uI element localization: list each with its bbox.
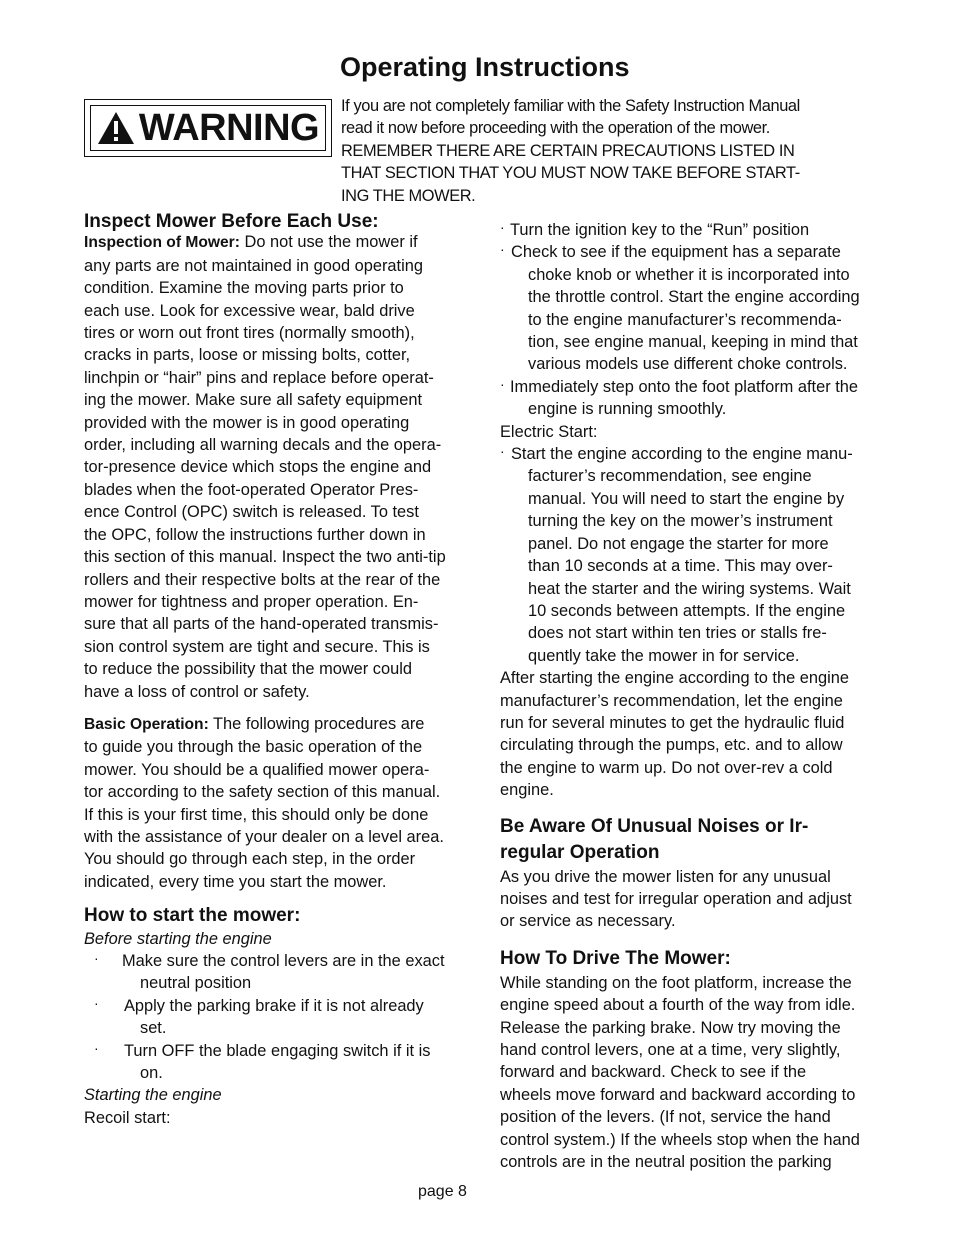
list-item-line: turning the key on the mower’s instrument (528, 512, 833, 531)
intro-line: read it now before proceeding with the operation of the mower. (341, 119, 770, 138)
list-item-line: set. (140, 1019, 167, 1038)
drive-line: wheels move forward and backward according to (500, 1085, 856, 1104)
noise-line: noises and test for irregular operation and adjust (500, 889, 852, 908)
inspection-line: the OPC, follow the instructions further down in (84, 525, 426, 544)
basic-line: You should go through each step, in the order (84, 850, 416, 869)
basic-line: with the assistance of your dealer on a level area. (84, 827, 444, 846)
inspection-line: tor-presence device which stops the engine and (84, 458, 432, 477)
inspection-line: tires or worn out front tires (normally smooth), (84, 324, 415, 343)
drive-line: engine speed about a fourth of the way from idle. (500, 996, 856, 1015)
bullet-icon: · (500, 241, 505, 258)
page-title: Operating Instructions (340, 52, 630, 82)
starting-engine-label: Starting the engine (84, 1086, 222, 1105)
noise-line: or service as necessary. (500, 912, 676, 931)
list-item-line: manual. You will need to start the engine by (528, 489, 845, 508)
noise-heading (500, 814, 900, 866)
list-item (500, 376, 900, 421)
basic-line: mower. You should be a qualified mower opera- (84, 760, 430, 779)
inspection-line: blades when the foot-operated Operator Pres- (84, 480, 419, 499)
list-item-line: Start the engine according to the engine manu- (511, 445, 853, 464)
list-item-line: Apply the parking brake if it is not already (124, 996, 424, 1015)
drive-line: forward and backward. Check to see if the (500, 1063, 807, 1082)
list-item-line: facturer’s recommendation, see engine (528, 467, 812, 486)
recoil-list (500, 219, 900, 421)
inspection-line: rollers and their respective bolts at the rear of the (84, 570, 441, 589)
list-item-line: than 10 seconds at a time. This may over- (528, 557, 833, 576)
warning-triangle-icon (97, 111, 135, 145)
start-heading: How to start the mower: (84, 905, 301, 927)
drive-line: control system.) If the wheels stop when the hand (500, 1130, 860, 1149)
inspect-heading: Inspect Mower Before Each Use: (84, 211, 379, 232)
warning-box (84, 99, 332, 157)
after-line: manufacturer’s recommendation, let the engine (500, 691, 843, 710)
drive-line: position of the levers. (If not, service the hand (500, 1108, 831, 1127)
list-item-line: choke knob or whether it is incorporated into (528, 265, 850, 284)
inspection-line: this section of this manual. Inspect the two anti-tip (84, 548, 446, 567)
list-item-line: tion, see engine manual, keeping in mind that (528, 333, 858, 352)
basic-operation-label: Basic Operation: (84, 715, 209, 733)
list-item-line: quently take the mower in for service. (528, 646, 800, 665)
intro-line: THAT SECTION THAT YOU MUST NOW TAKE BEFORE START- (341, 164, 800, 183)
noise-line: As you drive the mower listen for any unusual (500, 867, 831, 886)
basic-line: indicated, every time you start the mower. (84, 872, 387, 891)
inspection-line: any parts are not maintained in good operating (84, 256, 423, 275)
basic-line: If this is your first time, this should only be done (84, 805, 429, 824)
drive-line: controls are in the neutral position the parking (500, 1153, 832, 1172)
inspection-line: sure that all parts of the hand-operated transmis- (84, 615, 439, 634)
recoil-start-label: Recoil start: (84, 1108, 171, 1127)
list-item-line: Make sure the control levers are in the exact (122, 952, 445, 970)
warning-inner-frame (90, 105, 326, 151)
list-item-line: to the engine manufacturer’s recommenda- (528, 310, 842, 329)
left-column (84, 211, 479, 1129)
list-item-line: Turn OFF the blade engaging switch if it is (124, 1041, 431, 1060)
basic-line: tor according to the safety section of this manual. (84, 783, 441, 802)
electric-start-label: Electric Start: (500, 422, 598, 441)
inspection-line: mower for tightness and proper operation. En- (84, 592, 419, 611)
list-item (94, 994, 479, 1040)
warning-label: WARNING (138, 107, 320, 149)
after-line: the engine to warm up. Do not over-rev a cold (500, 758, 833, 777)
list-item-line: on. (140, 1064, 163, 1083)
drive-line: Release the parking brake. Now try moving the (500, 1018, 841, 1037)
list-item-line: Check to see if the equipment has a separate (511, 243, 841, 262)
list-item-line: engine is running smoothly. (528, 400, 727, 419)
inspection-label: Inspection of Mower: (84, 234, 240, 252)
list-item (500, 219, 900, 241)
inspection-line: each use. Look for excessive wear, bald drive (84, 301, 415, 320)
inspection-paragraph (84, 231, 479, 703)
list-item-line: does not start within ten tries or stalls fre- (528, 624, 827, 643)
before-starting-list (84, 950, 479, 1084)
intro-text (341, 95, 886, 207)
list-item (500, 241, 900, 375)
drive-paragraph (500, 972, 900, 1174)
list-item-line: 10 seconds between attempts. If the engine (528, 601, 846, 620)
bullet-icon: · (500, 375, 505, 392)
page-number: page 8 (418, 1183, 467, 1200)
bullet-icon: · (94, 994, 99, 1011)
inspection-line: ence Control (OPC) switch is released. To test (84, 503, 419, 522)
bullet-icon: · (500, 219, 505, 235)
after-line: engine. (500, 781, 554, 800)
intro-line: If you are not completely familiar with the Safety Instruction Manual (341, 97, 800, 115)
list-item (94, 950, 479, 995)
inspection-line: sion control system are tight and secure. This is (84, 637, 430, 656)
inspection-line: order, including all warning decals and the opera- (84, 436, 442, 455)
noise-paragraph (500, 866, 900, 933)
noise-heading-line: Be Aware Of Unusual Noises or Ir- (500, 815, 809, 837)
list-item (94, 1039, 479, 1085)
intro-line: ING THE MOWER. (341, 186, 476, 205)
inspection-line: have a loss of control or safety. (84, 682, 310, 701)
basic-line: to guide you through the basic operation of the (84, 738, 423, 757)
inspection-line: provided with the mower is in good operating (84, 413, 410, 432)
list-item-line: Immediately step onto the foot platform after the (510, 377, 859, 396)
bullet-icon: · (500, 443, 505, 460)
basic-operation-paragraph (84, 713, 479, 893)
list-item-line: Turn the ignition key to the “Run” position (510, 221, 810, 239)
list-item-line: various models use different choke controls. (528, 355, 848, 374)
bullet-icon: · (94, 950, 99, 966)
after-line: run for several minutes to get the hydraulic fluid (500, 713, 845, 732)
drive-heading: How To Drive The Mower: (500, 947, 731, 969)
inspection-line: Do not use the mower if (239, 233, 418, 252)
noise-heading-line: regular Operation (500, 841, 660, 863)
before-starting-label: Before starting the engine (84, 929, 272, 948)
list-item (500, 443, 900, 667)
after-line: circulating through the pumps, etc. and to allow (500, 736, 843, 755)
inspection-line: condition. Examine the moving parts prior to (84, 279, 404, 298)
list-item-line: the throttle control. Start the engine according (528, 288, 860, 307)
intro-line: REMEMBER THERE ARE CERTAIN PRECAUTIONS LISTED IN (341, 141, 795, 160)
right-column (500, 219, 900, 1173)
bullet-icon: · (94, 1039, 99, 1056)
inspection-line: cracks in parts, loose or missing bolts, cotter, (84, 346, 411, 365)
list-item-line: heat the starter and the wiring systems. Wait (528, 579, 851, 598)
drive-line: hand control levers, one at a time, very slightly, (500, 1041, 841, 1059)
list-item-line: panel. Do not engage the starter for more (528, 534, 829, 553)
after-start-paragraph (500, 667, 900, 801)
list-item-line: neutral position (140, 974, 252, 993)
inspection-line: linchpin or “hair” pins and replace before operat- (84, 368, 434, 387)
drive-line: While standing on the foot platform, increase the (500, 973, 852, 992)
basic-line: The following procedures are (208, 714, 425, 733)
inspection-line: ing the mower. Make sure all safety equipment (84, 391, 423, 410)
after-line: After starting the engine according to the engine (500, 669, 849, 688)
inspection-line: to reduce the possibility that the mower could (84, 660, 412, 679)
